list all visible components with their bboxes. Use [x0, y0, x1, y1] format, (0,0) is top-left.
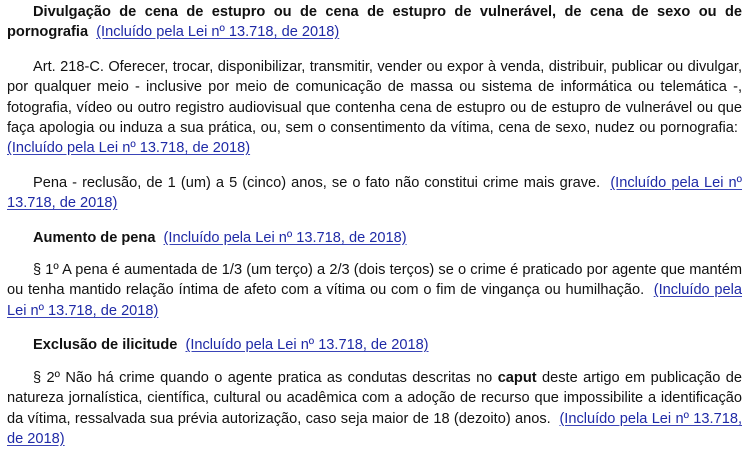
- section-title-text: Divulgação de cena de estupro ou de cena de estupro de vulnerável, de cena de sexo ou de pornografia: [7, 4, 742, 41]
- paragraph-2: [7, 368, 742, 450]
- paragraph-2-law-link[interactable]: (Incluído pela Lei nº 13.718, de 2018): [7, 410, 742, 447]
- article-text: Art. 218-C. Oferecer, trocar, disponibilizar, transmitir, vender ou expor à venda, distribuir, publicar ou divulgar, por qualquer meio - inclusive por meio de comunicação de massa ou sistema de informática ou telemática -, fotografia, vídeo ou outro registro audiovisual que contenha cena de estupro ou de estupro de vulnerável ou que faça apologia ou induza a sua prática, ou, sem o consentimento da vítima, cena de sexo, nudez ou pornografia:: [7, 58, 742, 137]
- paragraph-2-text-before: § 2º Não há crime quando o agente pratica as condutas descritas no: [33, 369, 493, 386]
- title-law-link[interactable]: (Incluído pela Lei nº 13.718, de 2018): [96, 24, 340, 41]
- aumento-heading: [7, 228, 742, 248]
- penalty-paragraph: [7, 173, 742, 214]
- aumento-law-link[interactable]: (Incluído pela Lei nº 13.718, de 2018): [163, 229, 407, 246]
- aumento-heading-text: Aumento de pena: [33, 229, 156, 246]
- penalty-law-link[interactable]: (Incluído pela Lei nº 13.718, de 2018): [7, 174, 743, 212]
- exclusao-heading-text: Exclusão de ilicitude: [33, 337, 178, 354]
- exclusao-law-link[interactable]: (Incluído pela Lei nº 13.718, de 2018): [185, 337, 429, 354]
- paragraph-1-text: § 1º A pena é aumentada de 1/3 (um terço) a 2/3 (dois terços) se o crime é praticado por agente que mantém ou tenha mantido relação íntima de afeto com a vítima ou com o fim de vingança ou humilhação.: [7, 262, 742, 299]
- paragraph-1-law-link[interactable]: (Incluído pela Lei nº 13.718, de 2018): [7, 282, 743, 319]
- article-law-link[interactable]: (Incluído pela Lei nº 13.718, de 2018): [7, 140, 251, 157]
- exclusao-heading: [7, 335, 742, 355]
- penalty-text: Pena - reclusão, de 1 (um) a 5 (cinco) anos, se o fato não constitui crime mais grave.: [33, 174, 601, 191]
- section-title: [7, 2, 742, 43]
- paragraph-2-text-after: deste artigo em publicação de natureza jornalística, científica, cultural ou acadêmica com a adoção de recurso que impossibilite a identificação da vítima, ressalvada sua prévia autorização, caso seja maior de 18 (dezoito) anos.: [7, 369, 742, 427]
- caput-term: caput: [497, 369, 537, 386]
- paragraph-1: [7, 260, 742, 321]
- article-218c: [7, 57, 742, 159]
